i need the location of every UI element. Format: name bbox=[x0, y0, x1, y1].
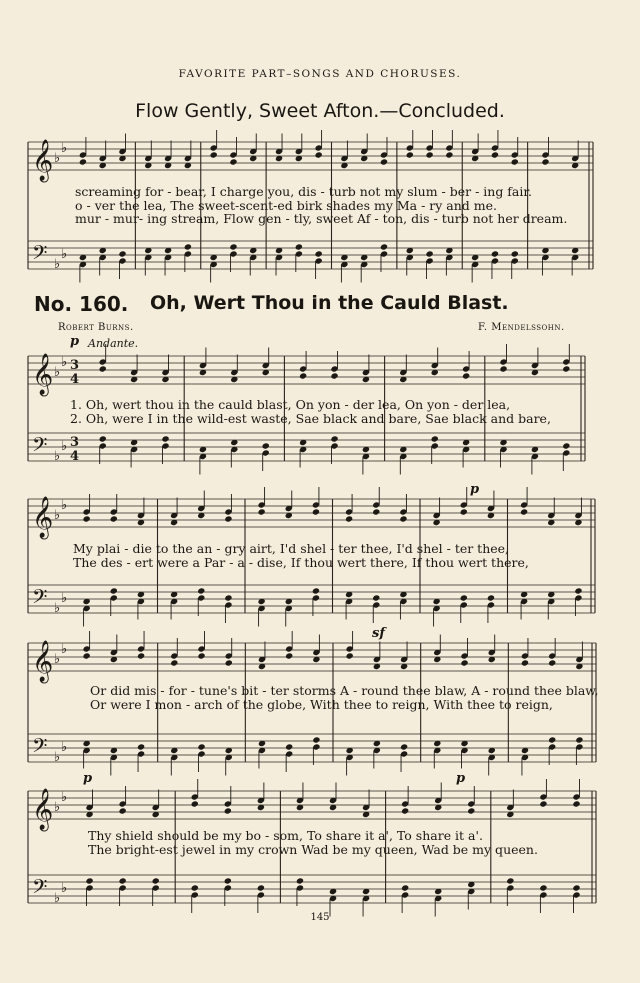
notehead bbox=[257, 508, 265, 515]
notehead bbox=[262, 442, 270, 449]
notehead bbox=[225, 659, 233, 666]
notehead bbox=[82, 515, 90, 522]
notehead bbox=[224, 877, 232, 884]
cauld-s1-lyric-1: 1. Oh, wert thou in the cauld blast, On yon - der lea, On yon - der lea, bbox=[70, 397, 511, 412]
notehead bbox=[445, 151, 453, 158]
notehead bbox=[170, 659, 178, 666]
notehead bbox=[312, 587, 320, 594]
notehead bbox=[572, 884, 580, 891]
notehead bbox=[539, 884, 547, 891]
treble-clef-icon: 𝄞 bbox=[32, 789, 54, 830]
notehead bbox=[520, 508, 528, 515]
flat-icon: ♭ bbox=[54, 750, 61, 765]
notehead bbox=[401, 807, 409, 814]
notehead bbox=[197, 743, 205, 750]
flat-icon: ♭ bbox=[61, 881, 68, 896]
flat-icon: ♭ bbox=[61, 790, 68, 805]
notehead bbox=[257, 884, 265, 891]
treble-clef-icon: 𝄞 bbox=[32, 641, 54, 682]
notehead bbox=[499, 365, 507, 372]
notehead bbox=[315, 151, 323, 158]
notehead bbox=[406, 151, 414, 158]
cauld-s3-lyric-2: Or were I mon - arch of the globe, With thee to reign, With thee to reign, bbox=[90, 697, 553, 712]
notehead bbox=[161, 435, 169, 442]
flat-icon: ♭ bbox=[54, 508, 61, 523]
notehead bbox=[152, 877, 160, 884]
cauld-s3-lyric-1: Or did mis - for - tune's bit - ter storms A - round thee blaw, A - round thee blaw, bbox=[90, 683, 599, 698]
notehead bbox=[372, 508, 380, 515]
flat-icon: ♭ bbox=[61, 498, 68, 513]
running-header: FAVORITE PART–SONGS AND CHORUSES. bbox=[178, 68, 462, 80]
notehead bbox=[541, 158, 549, 165]
notehead bbox=[401, 884, 409, 891]
notehead bbox=[119, 807, 127, 814]
notehead bbox=[491, 250, 499, 257]
flat-icon: ♭ bbox=[61, 355, 68, 370]
notehead bbox=[425, 151, 433, 158]
notehead bbox=[99, 365, 107, 372]
notehead bbox=[330, 372, 338, 379]
afton-lyric-line-3: mur - mur- ing stream, Flow gen - tly, sweet Af - ton, dis - turb not her dream. bbox=[75, 211, 568, 226]
dynamic-piano-2: p bbox=[470, 482, 480, 497]
notehead bbox=[562, 442, 570, 449]
notehead bbox=[399, 515, 407, 522]
dynamic-piano-4: p bbox=[456, 771, 466, 786]
composer-credit: F. Mendelssohn. bbox=[478, 322, 565, 333]
notehead bbox=[372, 594, 380, 601]
notehead bbox=[431, 435, 439, 442]
notehead bbox=[191, 800, 199, 807]
notehead bbox=[312, 508, 320, 515]
notehead bbox=[210, 151, 218, 158]
bass-clef-icon: 𝄢 bbox=[32, 734, 48, 762]
notehead bbox=[312, 736, 320, 743]
notehead bbox=[83, 652, 91, 659]
notehead bbox=[299, 372, 307, 379]
flat-icon: ♭ bbox=[61, 439, 68, 454]
flat-icon: ♭ bbox=[54, 257, 61, 272]
notehead bbox=[491, 151, 499, 158]
notehead bbox=[191, 884, 199, 891]
cauld-s1-lyric-2: 2. Oh, were I in the wild-est waste, Sae black and bare, Sae black and bare, bbox=[70, 411, 551, 426]
flat-icon: ♭ bbox=[61, 740, 68, 755]
notehead bbox=[85, 877, 93, 884]
notehead bbox=[224, 594, 232, 601]
notehead bbox=[137, 652, 145, 659]
notehead bbox=[572, 800, 580, 807]
notehead bbox=[548, 736, 556, 743]
notehead bbox=[229, 243, 237, 250]
notehead bbox=[285, 652, 293, 659]
notehead bbox=[574, 587, 582, 594]
notehead bbox=[110, 515, 118, 522]
notehead bbox=[460, 594, 468, 601]
song-title-cauld-blast: Oh, Wert Thou in the Cauld Blast. bbox=[150, 292, 509, 314]
time-signature-top: 3 bbox=[70, 358, 80, 373]
flat-icon: ♭ bbox=[61, 591, 68, 606]
notehead bbox=[467, 807, 475, 814]
treble-clef-icon: 𝄞 bbox=[32, 497, 54, 538]
page-number: 145 bbox=[310, 912, 330, 923]
notehead bbox=[562, 365, 570, 372]
afton-system-treble-staff bbox=[28, 142, 593, 170]
notehead bbox=[521, 659, 529, 666]
cauld-s2-lyric-2: The des - ert were a Par - a - dise, If thou wert there, If thou wert there, bbox=[73, 555, 529, 570]
notehead bbox=[110, 587, 118, 594]
notehead bbox=[575, 736, 583, 743]
treble-clef-icon: 𝄞 bbox=[32, 354, 54, 395]
notehead bbox=[345, 515, 353, 522]
notehead bbox=[137, 743, 145, 750]
notehead bbox=[224, 807, 232, 814]
flat-icon: ♭ bbox=[54, 449, 61, 464]
treble-clef-icon: 𝄞 bbox=[32, 140, 54, 181]
bass-clef-icon: 𝄢 bbox=[32, 433, 48, 461]
notehead bbox=[197, 587, 205, 594]
bass-clef-icon: 𝄢 bbox=[32, 585, 48, 613]
afton-lyric-line-1: screaming for - bear, I charge you, dis - turb not my slum - ber - ing fair. bbox=[75, 184, 532, 199]
flat-icon: ♭ bbox=[54, 151, 61, 166]
flat-icon: ♭ bbox=[61, 642, 68, 657]
afton-system-bass-staff bbox=[28, 241, 593, 269]
time-signature-bottom: 4 bbox=[70, 449, 80, 464]
dynamic-sforzando: sf bbox=[372, 626, 385, 641]
notehead bbox=[346, 652, 354, 659]
notehead bbox=[462, 372, 470, 379]
notehead bbox=[197, 652, 205, 659]
flat-icon: ♭ bbox=[54, 365, 61, 380]
notehead bbox=[425, 250, 433, 257]
flat-icon: ♭ bbox=[54, 800, 61, 815]
dynamic-piano-3: p bbox=[83, 771, 93, 786]
notehead bbox=[118, 250, 126, 257]
notehead bbox=[79, 158, 87, 165]
notehead bbox=[229, 158, 237, 165]
notehead bbox=[548, 659, 556, 666]
notehead bbox=[400, 743, 408, 750]
flat-icon: ♭ bbox=[54, 652, 61, 667]
song-number: No. 160. bbox=[34, 292, 129, 316]
notehead bbox=[506, 877, 514, 884]
cauld-system-1-bass-staff bbox=[28, 433, 585, 461]
tempo-marking: Andante. bbox=[88, 337, 139, 350]
notehead bbox=[99, 435, 107, 442]
cauld-s4-lyric-1: Thy shield should be my bo - som, To share it a', To share it a'. bbox=[88, 828, 483, 843]
notehead bbox=[330, 435, 338, 442]
notehead bbox=[380, 158, 388, 165]
flat-icon: ♭ bbox=[61, 247, 68, 262]
notehead bbox=[460, 508, 468, 515]
notehead bbox=[511, 158, 519, 165]
bass-clef-icon: 𝄢 bbox=[32, 875, 48, 903]
notehead bbox=[315, 250, 323, 257]
notehead bbox=[119, 877, 127, 884]
notehead bbox=[511, 250, 519, 257]
time-signature-top: 3 bbox=[70, 435, 80, 450]
lyricist-credit: Robert Burns. bbox=[58, 322, 134, 333]
cauld-s4-lyric-2: The bright-est jewel in my crown Wad be my queen, Wad be my queen. bbox=[88, 842, 538, 857]
flat-icon: ♭ bbox=[54, 601, 61, 616]
afton-lyric-line-2: o - ver the lea, The sweet-scent-ed birk shades my Ma - ry and me. bbox=[75, 198, 497, 213]
bass-clef-icon: 𝄢 bbox=[32, 241, 48, 269]
dynamic-piano-1: p bbox=[70, 334, 80, 349]
cauld-s2-lyric-1: My plai - die to the an - gry airt, I'd shel - ter thee, I'd shel - ter thee, bbox=[73, 541, 510, 556]
flat-icon: ♭ bbox=[54, 891, 61, 906]
flat-icon: ♭ bbox=[61, 141, 68, 156]
notehead bbox=[460, 659, 468, 666]
notehead bbox=[224, 515, 232, 522]
notehead bbox=[285, 743, 293, 750]
notehead bbox=[296, 877, 304, 884]
notehead bbox=[295, 243, 303, 250]
notehead bbox=[380, 243, 388, 250]
song-title-afton: Flow Gently, Sweet Afton.—Concluded. bbox=[135, 100, 505, 122]
notehead bbox=[487, 594, 495, 601]
time-signature-bottom: 4 bbox=[70, 372, 80, 387]
notehead bbox=[539, 800, 547, 807]
notehead bbox=[184, 243, 192, 250]
